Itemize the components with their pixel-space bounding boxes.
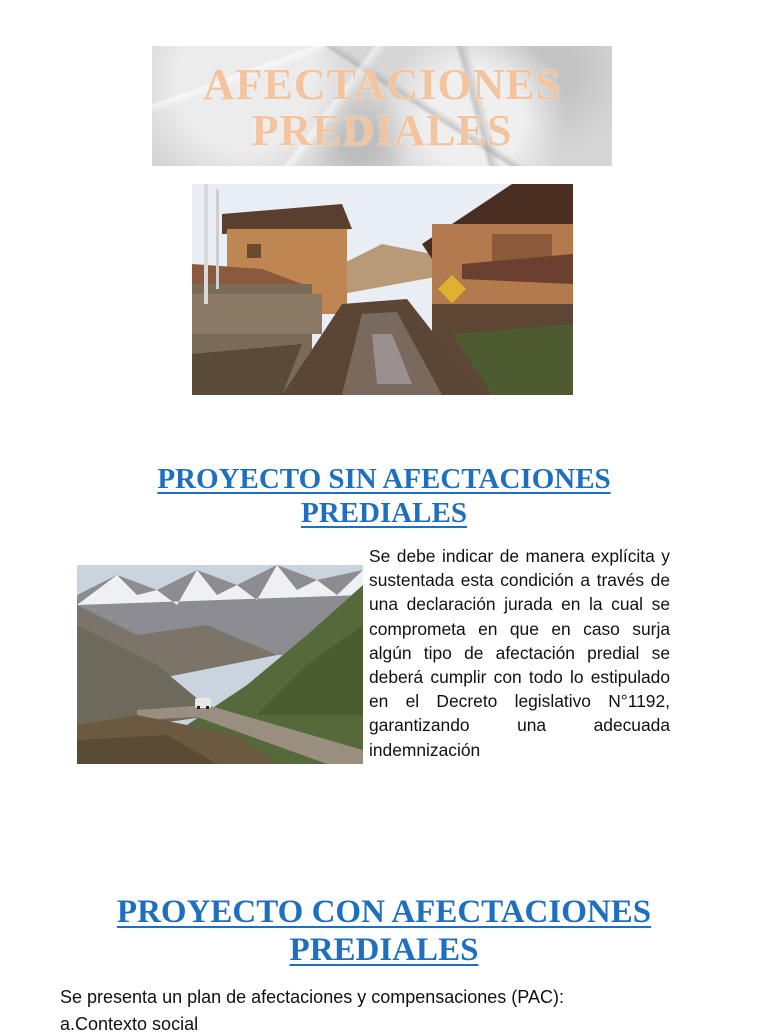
heading-1-line-1: PROYECTO SIN AFECTACIONES xyxy=(157,463,611,495)
pac-first-item: a.Contexto social xyxy=(60,1014,199,1034)
title-banner xyxy=(152,46,612,166)
heading-2-line-1: PROYECTO CON AFECTACIONES xyxy=(116,894,652,930)
banner-title-line-2: PREDIALES xyxy=(251,106,513,155)
village-street-photo xyxy=(192,184,573,395)
heading-1-line-2: PREDIALES xyxy=(301,497,467,529)
mountain-road-photo xyxy=(77,565,363,764)
section-heading-sin-afectaciones xyxy=(100,462,668,530)
banner-title-line-1: AFECTACIONES xyxy=(202,60,562,109)
pac-intro-text: Se presenta un plan de afectaciones y compensaciones (PAC): xyxy=(60,987,564,1007)
section-heading-con-afectaciones xyxy=(60,893,708,969)
heading-2-line-2: PREDIALES xyxy=(289,932,479,968)
banner-title xyxy=(152,62,612,154)
sin-afectaciones-paragraph: Se debe indicar de manera explícita y sustentada esta condición a través de una declaración jurada en la cual se comprometa en que en caso surja algún tipo de afectación predial se deberá cumplir con todo lo estipulado en el Decreto legislativo N°1192, garantizando una adecuada indemnización xyxy=(369,546,670,760)
